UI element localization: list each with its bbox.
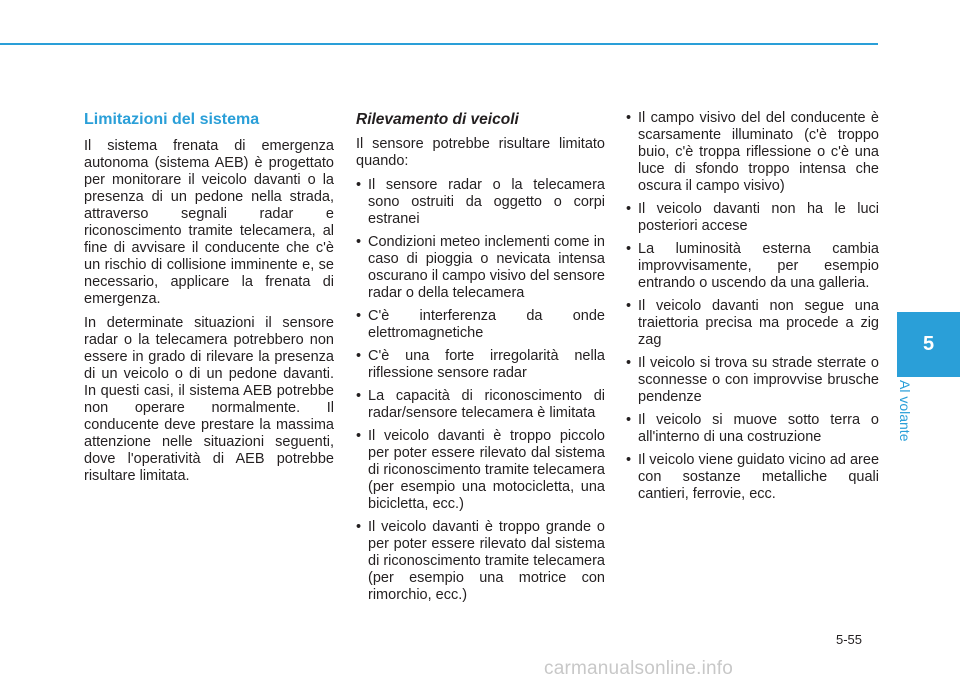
chapter-number-tab[interactable] [897,312,960,377]
list-item: • Il veicolo davanti è troppo grande o per poter essere rilevato dal sistema di riconoscimento tramite telecamera (per esempio una motrice con rimorchio, ecc.) [356,519,605,604]
section-title: Limitazioni del sistema [84,111,260,128]
header-rule [0,43,878,45]
column-3 [626,110,879,509]
column-2 [356,110,605,610]
bullet-list [356,177,605,604]
intro-text: Il sensore potrebbe risultare limitato quando: [356,136,605,169]
page-number: 5-55 [836,632,863,647]
list-item: • Il campo visivo del del conducente è scarsamente illuminato (c'è troppo buio, c'è troppa riflessione o c'è una luce di sfondo troppo intensa che oscura il campo visivo) [626,110,879,195]
list-item: • Il veicolo davanti è troppo piccolo per poter essere rilevato dal sistema di riconoscimento tramite telecamera (per esempio una motocicletta, una bicicletta, ecc.) [356,428,605,513]
list-item: • La luminosità esterna cambia improvvisamente, per esempio entrando o uscendo da una galleria. [626,241,879,292]
list-item: • C'è una forte irregolarità nella riflessione sensore radar [356,348,605,382]
list-item: • Il sensore radar o la telecamera sono ostruiti da oggetto o corpi estranei [356,177,605,228]
list-item: • Condizioni meteo inclementi come in caso di pioggia o nevicata intensa oscurano il campo visivo del sensore radar o della telecamera [356,234,605,302]
list-item: • La capacità di riconoscimento di radar/sensore telecamera è limitata [356,388,605,422]
list-item: • Il veicolo si trova su strade sterrate o sconnesse o con improvvise brusche pendenze [626,355,879,406]
chapter-label-container [897,380,931,440]
list-item: • Il veicolo si muove sotto terra o all'interno di una costruzione [626,412,879,446]
list-item: • Il veicolo viene guidato vicino ad aree con sostanze metalliche quali cantieri, ferrovie, ecc. [626,452,879,503]
list-item: • Il veicolo davanti non segue una traiettoria precisa ma procede a zig zag [626,298,879,349]
chapter-number: 5 [922,333,935,355]
chapter-label: Al volante [897,380,913,442]
paragraph: In determinate situazioni il sensore radar o la telecamera potrebbero non essere in grado di rilevare la presenza di un veicolo o di un pedone davanti. In questi casi, il sistema AEB potrebbe non operare normalmente. Il conducente deve prestare la massima attenzione nelle situazioni seguenti, dove l'operatività di AEB potrebbe risultare limitata. [84,315,334,484]
subsection-title: Rilevamento di veicoli [356,111,519,128]
list-item: • C'è interferenza da onde elettromagnetiche [356,308,605,342]
list-item: • Il veicolo davanti non ha le luci posteriori accese [626,201,879,235]
column-1 [84,110,334,492]
paragraph: Il sistema frenata di emergenza autonoma (sistema AEB) è progettato per monitorare il veicolo davanti o la presenza di un pedone nella strada, attraverso segnali radar e riconoscimento tramite telecamera, al fine di avvisare il conducente che c'è un rischio di collisione imminente e, se necessario, applicare la frenata di emergenza. [84,138,334,307]
watermark-link[interactable]: carmanualsonline.info [544,658,734,679]
bullet-list [626,110,879,503]
